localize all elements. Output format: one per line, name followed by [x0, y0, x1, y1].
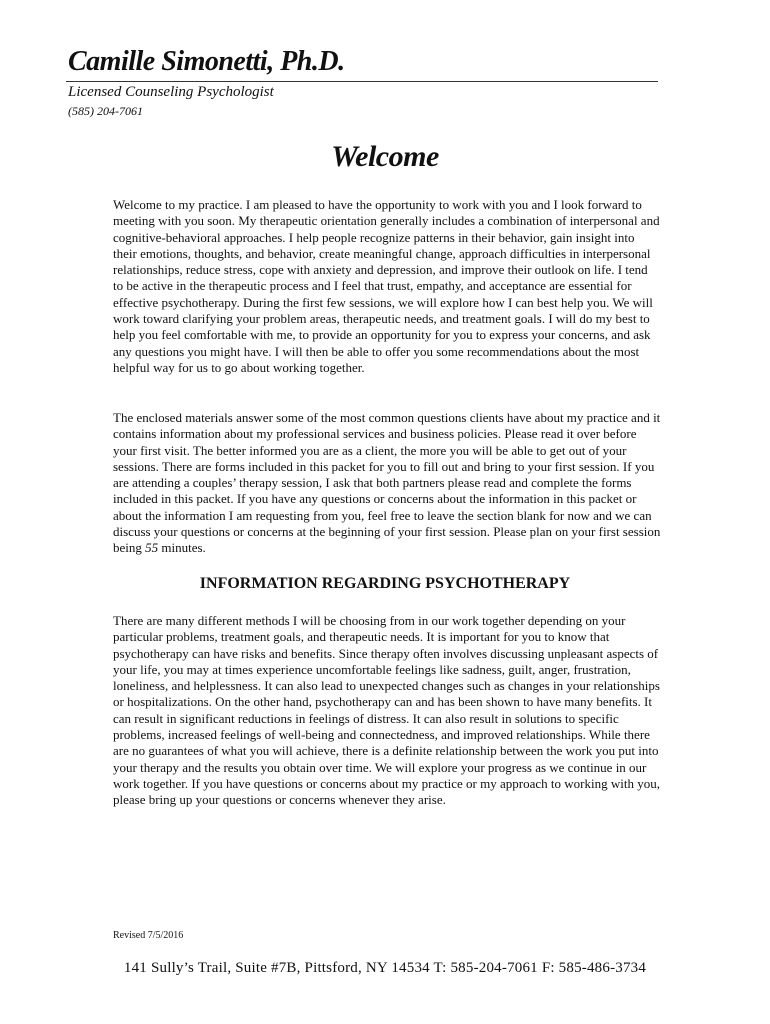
- session-minutes: 55: [145, 540, 159, 556]
- section-heading: INFORMATION REGARDING PSYCHOTHERAPY: [199, 575, 571, 592]
- materials-text: The enclosed materials answer some of the most common questions clients have about my practice and it contains information about my professional services and business policies. Please read it over before your first visit. The better informed you are as a client, the more you will be able to get out of your sessions. There are forms included in this packet for you to fill out and bring to your first session. If you are attending a couples’ therapy session, I ask that both partners please read and complete the forms included in this packet. If you have any questions or concerns about the information in this packet or about the information I am requesting from you, feel free to leave the section blank for now and we can discuss your questions or concerns at the beginning of your first session. Please plan on your first session being: [113, 410, 661, 556]
- author-phone: (585) 204-7061: [68, 104, 143, 118]
- revised-date: Revised 7/5/2016: [113, 930, 184, 941]
- header-rule: [66, 81, 658, 82]
- author-name: Camille Simonetti, Ph.D.: [68, 46, 345, 77]
- psychotherapy-paragraph: There are many different methods I will be choosing from in our work together depending on your particular problems, treatment goals, and therapeutic needs. It is important for you to know that psychotherapy can have risks and benefits. Since therapy often involves discussing unpleasant aspects of your life, you may at times experience uncomfortable feelings like sadness, guilt, anger, frustration, loneliness, and helplessness. It can also lead to unexpected changes such as changes in your relationships or hospitalizations. On the other hand, psychotherapy can and has been shown to have many benefits. It can result in significant reductions in feelings of distress. It can also result in solutions to specific problems, increased feelings of well-being and connectedness, and improved relationships. While there are no guarantees of what you will achieve, there is a definite relationship between the work you put into your therapy and the results you obtain over time. We will explore your progress as we continue in our work together. If you have questions or concerns about my practice or my approach to working with you, please bring up your questions or concerns whenever they arise.: [113, 613, 660, 808]
- materials-text-end: minutes.: [158, 540, 206, 556]
- footer-address: 141 Sully’s Trail, Suite #7B, Pittsford, NY 14534 T: 585-204-7061 F: 585-486-3734: [123, 960, 647, 976]
- materials-paragraph: [113, 410, 661, 557]
- welcome-paragraph: Welcome to my practice. I am pleased to have the opportunity to work with you and I look forward to meeting with you soon. My therapeutic orientation generally includes a combination of interpersonal and cognitive-behavioral approaches. I help people recognize patterns in their behavior, gain insight into their emotions, thoughts, and behavior, create meaningful change, approach difficulties in interpersonal relationships, reduce stress, cope with anxiety and depression, and improve their outlook on life. I tend to be active in the therapeutic process and I feel that trust, empathy, and acceptance are essential for effective psychotherapy. During the first few sessions, we will explore how I can best help you. We will work toward clarifying your problem areas, therapeutic needs, and treatment goals. I will do my best to help you feel comfortable with me, to provide an opportunity for you to express your concerns, and ask any questions you might have. I will then be able to offer you some recommendations about the most helpful way for us to go about working together.: [113, 197, 660, 375]
- author-title: Licensed Counseling Psychologist: [68, 84, 274, 100]
- welcome-heading: Welcome: [331, 140, 439, 173]
